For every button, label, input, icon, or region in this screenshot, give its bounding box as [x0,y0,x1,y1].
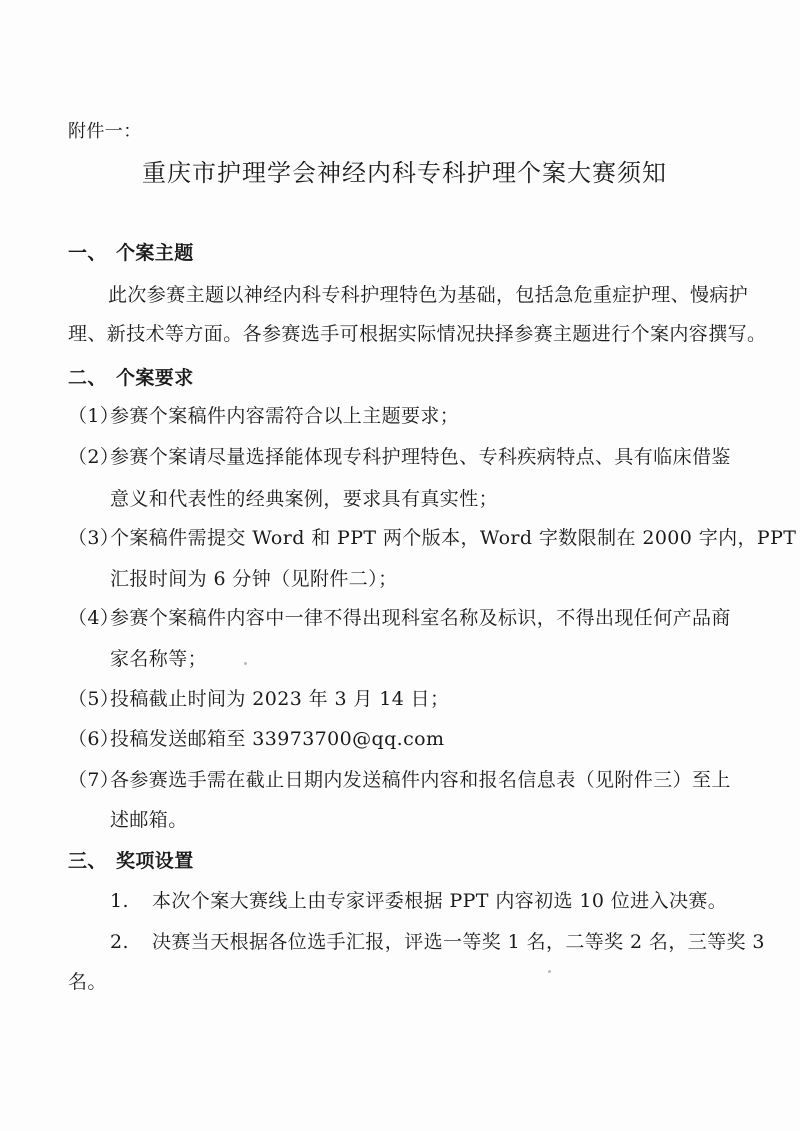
scan-speck [548,970,551,973]
point-index: 1. [110,890,129,912]
requirement-item-6 [68,727,444,751]
requirement-item-5 [68,687,449,711]
item-text: 参赛个案稿件内容中一律不得出现科室名称及标识，不得出现任何产品商 [110,607,731,629]
attachment-label: 附件一： [68,121,142,142]
award-point-1 [110,889,727,913]
section-title: 个案要求 [116,367,194,389]
point-text: 本次个案大赛线上由专家评委根据 PPT 内容初选 10 位进入决赛。 [152,890,728,912]
section-heading-2 [68,366,194,390]
requirement-item-3 [68,526,796,550]
item-text: 投稿发送邮箱至 33973700@qq.com [110,728,445,750]
item-text: 参赛个案请尽量选择能体现专科护理特色、专科疾病特点、具有临床借鉴 [110,446,731,468]
section-title: 个案主题 [116,242,194,264]
requirement-item-4 [68,606,731,630]
section-number: 一、 [68,242,107,264]
item-text: 各参赛选手需在截止日期内发送稿件内容和报名信息表（见附件三）至上 [110,769,731,791]
item-continuation: 述邮箱。 [110,809,188,831]
item-text: 投稿截止时间为 2023 年 3 月 14 日； [110,688,450,710]
section-number: 二、 [68,367,107,389]
item-text: 参赛个案稿件内容需符合以上主题要求； [110,405,460,427]
point-continuation: 名。 [68,971,107,993]
item-index: （7） [68,769,120,791]
item-continuation: 家名称等； [110,648,208,670]
point-index: 2. [110,931,129,953]
section-paragraph-line: 此次参赛主题以神经内科专科护理特色为基础，包括急危重症护理、慢病护 [108,284,749,306]
award-point-2 [110,930,765,954]
section-paragraph-line: 理、新技术等方面。各参赛选手可根据实际情况抉择参赛主题进行个案内容撰写。 [68,323,767,345]
requirement-item-1 [68,404,459,428]
item-index: （1） [68,405,120,427]
point-text: 决赛当天根据各位选手汇报，评选一等奖 1 名，二等奖 2 名，三等奖 3 [152,931,765,953]
item-index: （5） [68,688,120,710]
requirement-item-2 [68,445,731,469]
item-text: 个案稿件需提交 Word 和 PPT 两个版本，Word 字数限制在 2000 字内，PPT [110,527,797,549]
item-index: （2） [68,446,120,468]
section-heading-3 [68,849,194,873]
item-continuation: 汇报时间为 6 分钟（见附件二）； [110,568,398,590]
document-title: 重庆市护理学会神经内科专科护理个案大赛须知 [142,159,667,187]
section-title: 奖项设置 [116,850,194,872]
item-index: （6） [68,728,120,750]
section-heading-1 [68,241,194,265]
section-number: 三、 [68,850,107,872]
item-continuation: 意义和代表性的经典案例，要求具有真实性； [110,488,499,510]
scan-speck [244,662,247,665]
requirement-item-7 [68,768,731,792]
item-index: （4） [68,607,120,629]
item-index: （3） [68,527,120,549]
